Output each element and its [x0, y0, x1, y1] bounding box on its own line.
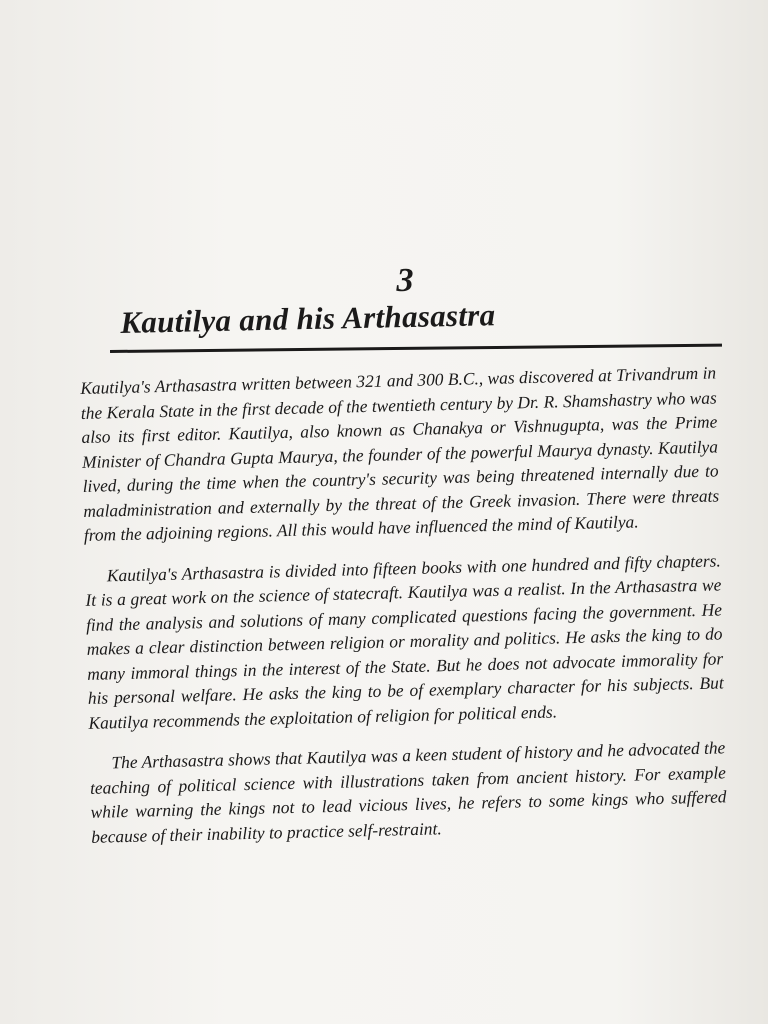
paragraph-2: Kautilya's Arthasastra is divided into fifteen books with one hundred and fifty chapters. It is a great work on the science of statecraft. Kautilya was a realist. In the Arthasastra we find the analysis and solutions of many complicated questions facing the government. He makes a clear distinction between religion or morality and politics. He asks the king to do many immoral things in the interest of the State. But he does not advocate immorality for his personal welfare. He asks the king to be of exemplary character for his subjects. But Kautilya recommends the exploitation of religion for political ends.: [85, 549, 724, 733]
chapter-number: 3: [396, 262, 414, 299]
paragraph-3: The Arthasastra shows that Kautilya was a keen student of history and he advocated the teaching of political science with illustrations taken from ancient history. For example while warning the kings not to lead vicious lives, he refers to some kings who suffered because of their inability to practice self-restraint.: [89, 737, 727, 847]
chapter-title: Kautilya and his Arthasastra: [120, 297, 496, 340]
title-rule: [110, 344, 722, 353]
chapter-body: [80, 360, 728, 864]
paragraph-1: Kautilya's Arthasastra written between 321 and 300 B.C., was discovered at Trivandrum in the Kerala State in the first decade of the twentieth century by Dr. R. Shamshastry who was also its first editor. Kautilya, also known as Chanakya or Vishnugupta, was the Prime Minister of Chandra Gupta Maurya, the founder of the powerful Maurya dynasty. Kautilya lived, during the time when the country's security was being threatened internally due to maladministration and externally by the threat of the Greek invasion. There were threats from the adjoining regions. All this would have influenced the mind of Kautilya.: [80, 362, 720, 545]
